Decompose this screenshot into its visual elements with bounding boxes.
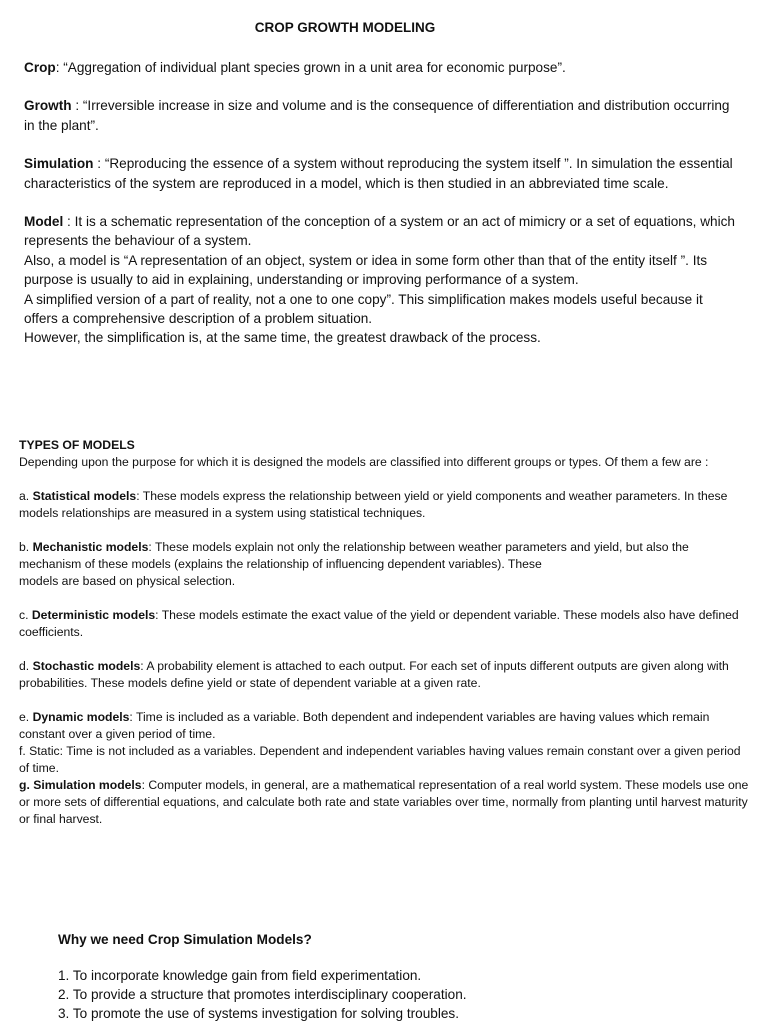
- model-type-mechanistic: [19, 539, 749, 573]
- why-heading: Why we need Crop Simulation Models?: [58, 932, 312, 947]
- model-type-continuation: models are based on physical selection.: [19, 574, 236, 588]
- model-paragraph: Also, a model is “A representation of an object, system or idea in some form other than that of the entity itself ”. Its purpose is usually to aid in explaining, understanding or improving performance of a system.: [24, 252, 708, 288]
- model-type-term: Mechanistic models: [32, 540, 149, 554]
- model-type-term: Deterministic models: [31, 608, 156, 622]
- definition-term: Simulation: [24, 156, 94, 172]
- model-type-term: Statistical models: [32, 489, 137, 503]
- item-prefix: g.: [19, 778, 30, 792]
- types-intro: Depending upon the purpose for which it is designed the models are classified into different groups or types. Of them a few are :: [19, 455, 709, 469]
- model-type-text: : A probability element is attached to each output. For each set of inputs different outputs are given along with probabilities. These models define yield or state of dependent variable at a given rate.: [19, 659, 729, 690]
- why-section: [58, 930, 748, 1023]
- definition-term: Crop: [24, 60, 56, 75]
- model-type-term: Dynamic models: [32, 710, 130, 724]
- item-prefix: b.: [19, 540, 33, 554]
- definition-crop: [24, 58, 736, 77]
- model-type-term: Simulation models: [29, 778, 142, 792]
- definition-term: Growth: [24, 98, 72, 114]
- definition-term: Model: [24, 214, 64, 230]
- list-item: 1. To incorporate knowledge gain from field experimentation.: [58, 968, 422, 983]
- item-prefix: a.: [19, 489, 33, 503]
- model-type-text: : These models express the relationship between yield or yield components and weather parameters. In these models relationships are measured in a system using statistical techniques.: [19, 489, 728, 520]
- item-prefix: c.: [19, 608, 32, 622]
- model-paragraph: A simplified version of a part of reality, not a one to one copy”. This simplification makes models useful because it offers a comprehensive description of a problem situation.: [24, 291, 703, 327]
- types-heading: TYPES OF MODELS: [19, 438, 135, 452]
- definition-simulation: [24, 154, 736, 193]
- definition-text: : It is a schematic representation of the conception of a system or an act of mimicry or a set of equations, which represents the behaviour of a system.: [24, 214, 735, 249]
- model-type-text: : These models explain not only the relationship between weather parameters and yield, but also the mechanism of these models (explains the relationship of influencing dependent variables). These: [19, 540, 689, 571]
- model-type-statistical: [19, 488, 749, 522]
- list-item: 2. To provide a structure that promotes interdisciplinary cooperation.: [58, 987, 467, 1002]
- model-type-term: Stochastic models: [32, 659, 141, 673]
- definitions-section: [24, 58, 736, 348]
- types-section: [19, 437, 749, 828]
- model-type-text: : These models estimate the exact value of the yield or dependent variable. These models also have defined coefficients.: [19, 608, 739, 639]
- definition-growth: [24, 96, 736, 135]
- document-title: CROP GROWTH MODELING: [254, 20, 436, 35]
- model-paragraph: However, the simplification is, at the same time, the greatest drawback of the process.: [24, 330, 541, 346]
- model-type-simulation: [19, 777, 749, 828]
- model-type-text: : Computer models, in general, are a mathematical representation of a real world system. These models use one or more sets of differential equations, and calculate both rate and state variables over time, normally from planting until harvest maturity or final harvest.: [19, 778, 749, 826]
- definition-text: : “Irreversible increase in size and volume and is the consequence of differentiation and distribution occurring in the plant”.: [24, 98, 730, 133]
- list-item: 3. To promote the use of systems investigation for solving troubles.: [58, 1006, 459, 1021]
- item-prefix: e.: [19, 710, 33, 724]
- model-type-text: : Time is included as a variable. Both dependent and independent variables are having values which remain constant over a given period of time.: [19, 710, 710, 741]
- model-type-deterministic: [19, 607, 749, 641]
- definition-text: : “Reproducing the essence of a system without reproducing the system itself ”. In simulation the essential characteristics of the system are reproduced in a model, which is then studied in an abbreviated time scale.: [24, 156, 733, 191]
- why-list: [58, 966, 748, 1023]
- model-type-static: f. Static: Time is not included as a variables. Dependent and independent variables having values remain constant over a given period of time.: [19, 744, 741, 775]
- definition-text: : “Aggregation of individual plant species grown in a unit area for economic purpose”.: [55, 60, 566, 75]
- model-type-dynamic: [19, 709, 749, 743]
- definition-model: [24, 212, 736, 251]
- item-prefix: d.: [19, 659, 33, 673]
- model-type-stochastic: [19, 658, 749, 692]
